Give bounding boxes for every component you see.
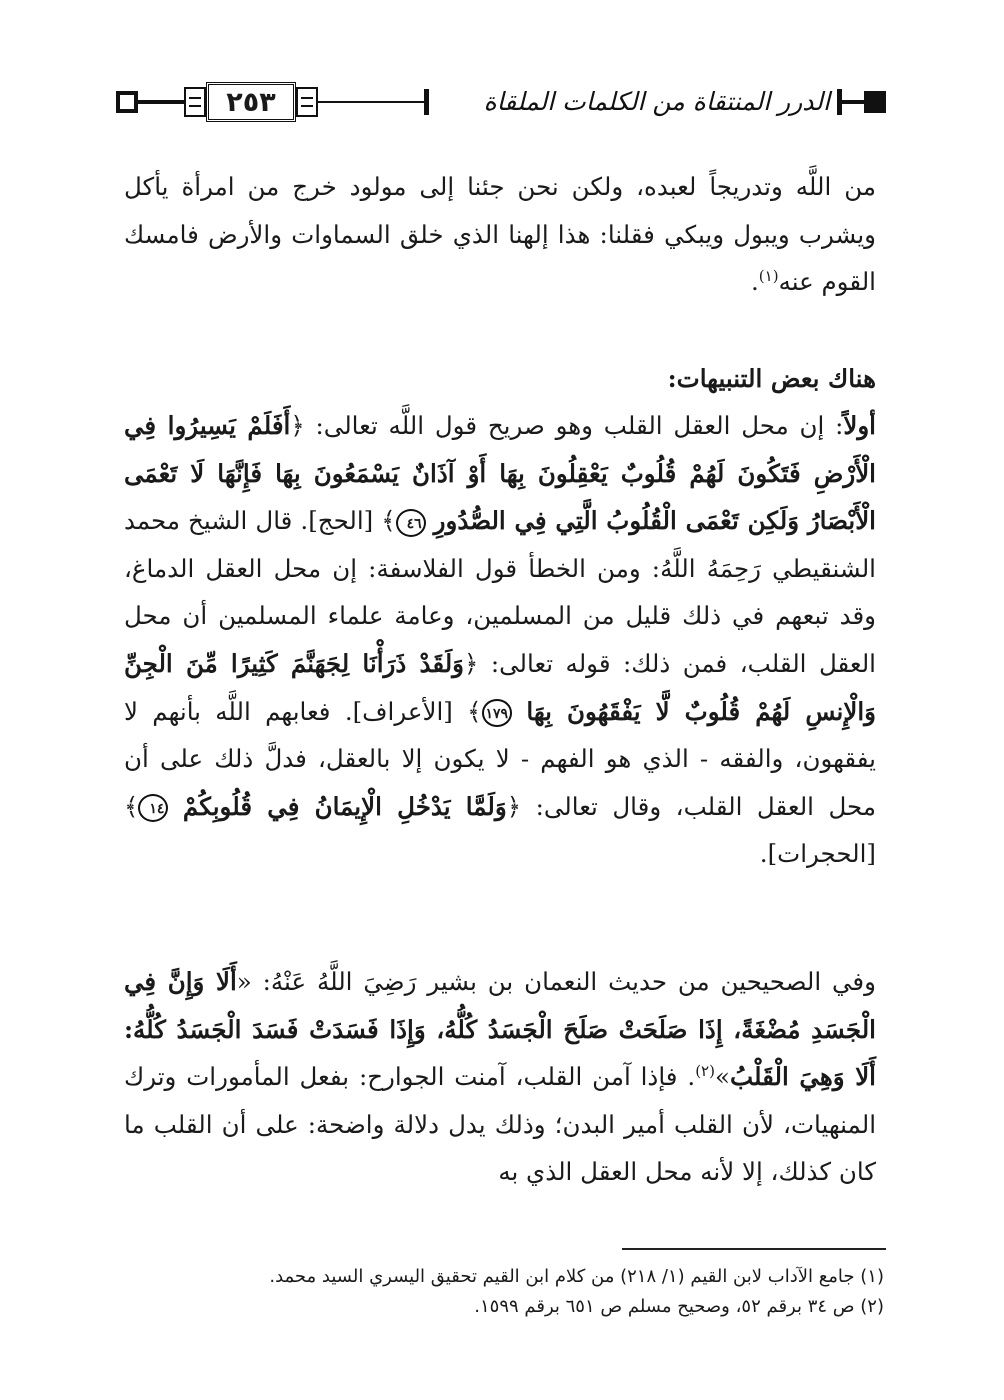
footnote-ref-2: (٢)	[695, 1062, 715, 1081]
header-ornament-square-left	[116, 91, 138, 113]
footnote-ref-1: (١)	[758, 267, 779, 286]
header-knot-ornament-left	[184, 87, 206, 117]
paragraph-text: . فإذا آمن القلب، آمنت الجوارح: بفعل المأمورات وترك المنهيات، لأن القلب أمير البدن؛ وذلك يدل دلالة واضحة: على أن القلب ما كان كذلك، إلا لأنه محل العقل الذي به	[124, 1062, 876, 1187]
paragraph-end: .	[750, 267, 759, 297]
page-number: ٢٥٣	[206, 82, 296, 122]
footnote-separator	[622, 1248, 886, 1250]
quran-verse-hajj: أَفَلَمْ يَسِيرُوا فِي الْأَرْضِ فَتَكُونَ لَهُمْ قُلُوبٌ يَعْقِلُونَ بِهَا أَوْ آذَانٌ يَسْمَعُونَ بِهَا فَإِنَّهَا لَا تَعْمَى الْأَبْصَارُ وَلَكِن تَعْمَى الْقُلُوبُ الَّتِي فِي الصُّدُورِ	[124, 411, 876, 536]
running-title: الدرر المنتقاة من الكلمات الملقاة	[483, 87, 830, 116]
paragraph-first-note	[124, 402, 876, 878]
section-heading: هناك بعض التنبيهات:	[667, 364, 876, 393]
footnote-2: (٢) ص ٣٤ برقم ٥٢، وصحيح مسلم ص ٦٥١ برقم ١٥٩٩.	[474, 1296, 884, 1317]
paragraph-text: ﴾ [الأعراف]. فعابهم اللَّه بأنهم لا يفقهون، والفقه - الذي هو الفهم - لا يكون إلا بالعقل، فدلَّ ذلك على أن محل العقل القلب، وقال تعالى: ﴿	[124, 696, 876, 821]
quote-close: »	[714, 1062, 730, 1092]
quran-verse-araf: وَلَقَدْ ذَرَأْنَا لِجَهَنَّمَ كَثِيرًا مِّنَ الْجِنِّ وَالْإِنسِ لَهُمْ قُلُوبٌ لَّا يَفْقَهُونَ بِهَا	[124, 648, 876, 726]
header-rule-middle	[318, 101, 424, 103]
paragraph-text: : إن محل العقل القلب وهو صريح قول اللَّه تعالى: ﴿	[290, 411, 844, 440]
paragraph-text: من اللَّه وتدريجاً لعبده، ولكن نحن جئنا إلى مولود خرج من امرأة يأكل ويشرب ويبول ويبكي فقلنا: هذا إلهنا الذي خلق السماوات والأرض فامسك القوم عنه	[124, 172, 876, 297]
header-bar-divider	[424, 89, 429, 115]
footnote-1: (١) جامع الآداب لابن القيم (١/ ٢١٨) من كلام ابن القيم تحقيق اليسري السيد محمد.	[269, 1266, 884, 1287]
header-rule-right	[842, 100, 864, 104]
page-header	[112, 78, 888, 128]
header-ornament-square-right	[864, 91, 886, 113]
paragraph-text: ﴾ [الحج]. قال الشيخ محمد الشنقيطي رَحِمَهُ اللَّهُ: ومن الخطأ قول الفلاسفة: إن محل العقل الدماغ، وقد تبعهم في ذلك قليل من المسلمين، وعامة علماء المسلمين أن محل العقل القلب، فمن ذلك: قوله تعالى: ﴿	[124, 506, 876, 678]
paragraph-text: وفي الصحيحين من حديث النعمان بن بشير رَضِيَ اللَّهُ عَنْهُ: «	[236, 967, 876, 996]
header-rule-left	[138, 100, 184, 104]
paragraph-text: ﴾ [الحجرات].	[124, 791, 876, 869]
quran-verse-hujurat: وَلَمَّا يَدْخُلِ الْإِيمَانُ فِي قُلُوبِكُمْ	[182, 791, 507, 821]
verse-number-ornament: ١٧٩	[482, 699, 513, 727]
hadith-quote: أَلَا وَإِنَّ فِي الْجَسَدِ مُضْغَةً، إِذَا صَلَحَتْ صَلَحَ الْجَسَدُ كُلُّهُ، وَإِذَا فَسَدَتْ فَسَدَ الْجَسَدُ كُلُّهُ: أَلَا وَهِيَ الْقَلْبُ	[124, 967, 876, 1092]
header-knot-ornament-right	[296, 87, 318, 117]
paragraph-hadith	[124, 958, 876, 1196]
verse-number-ornament: ٤٦	[396, 509, 426, 537]
ordinal-lead: أولاً	[843, 411, 876, 440]
verse-number-ornament: ١٤	[138, 794, 168, 822]
paragraph-continuation	[124, 163, 876, 306]
footnotes	[124, 1262, 884, 1322]
